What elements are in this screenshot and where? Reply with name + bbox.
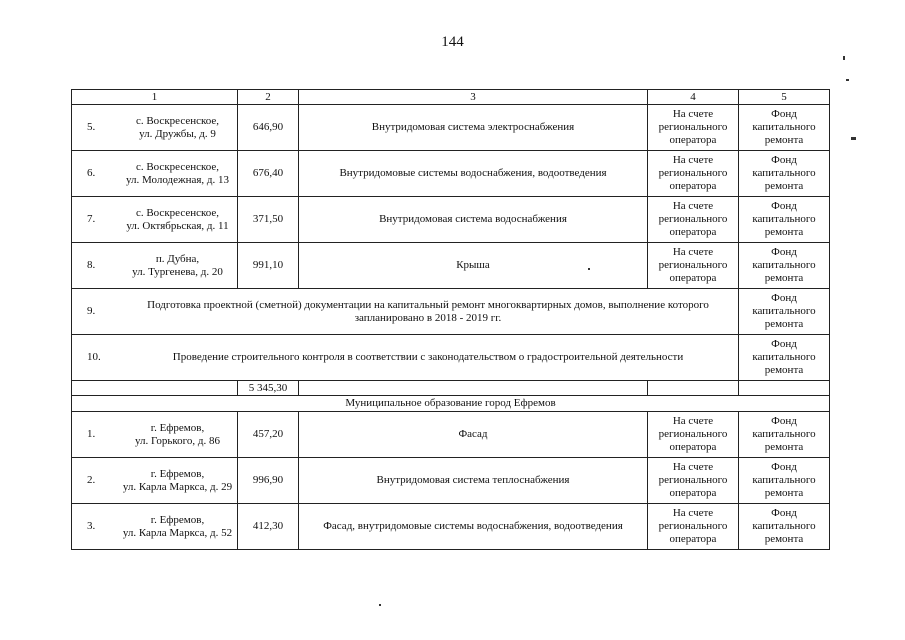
payer-line: На счете [672, 154, 714, 166]
payer-cell [648, 243, 739, 289]
address-cell [72, 243, 238, 289]
row-number: 3. [87, 520, 96, 532]
fund-line: капитального [752, 213, 816, 225]
fund-line: ремонта [764, 134, 804, 146]
empty-cell [739, 381, 830, 396]
payer-line: На счете [672, 108, 714, 120]
cost-cell: 371,50 [238, 197, 299, 243]
payer-line: На счете [672, 200, 714, 212]
row-number: 1. [87, 428, 96, 440]
payer-line: На счете [672, 246, 714, 258]
fund-line: ремонта [764, 487, 804, 499]
table-row [72, 458, 830, 504]
empty-cell [648, 381, 739, 396]
work-cell: Фасад, внутридомовые системы водоснабжения, водоотведения [299, 504, 648, 550]
fund-line: ремонта [764, 441, 804, 453]
section-title: Муниципальное образование город Ефремов [72, 396, 830, 412]
table-row [72, 335, 830, 381]
header-cell: 3 [299, 90, 648, 105]
fund-line: капитального [752, 305, 816, 317]
address-line: ул. Октябрьская, д. 11 [126, 219, 229, 232]
table-row [72, 504, 830, 550]
fund-line: Фонд [771, 415, 797, 427]
payer-cell [648, 197, 739, 243]
scan-speck [846, 79, 849, 81]
payer-line: оператора [669, 487, 717, 499]
row-number: 6. [87, 167, 96, 179]
address-cell [72, 412, 238, 458]
work-line: Подготовка проектной (сметной) документации на капитальный ремонт многоквартирных домов, выполнение которого [147, 298, 709, 311]
empty-cell [72, 381, 238, 396]
row-number: 8. [87, 259, 96, 271]
work-cell: Внутридомовая система электроснабжения [299, 105, 648, 151]
address-line: г. Ефремов, [150, 513, 205, 526]
payer-line: регионального [658, 121, 728, 133]
row-number: 2. [87, 474, 96, 486]
row-number: 7. [87, 213, 96, 225]
row-number: 10. [87, 351, 101, 363]
payer-line: регионального [658, 520, 728, 532]
fund-line: ремонта [764, 272, 804, 284]
payer-line: На счете [672, 415, 714, 427]
work-cell: Внутридомовая система водоснабжения [299, 197, 648, 243]
fund-cell [739, 289, 830, 335]
work-cell: Крыша [299, 243, 648, 289]
table-row [72, 197, 830, 243]
row-number: 9. [87, 305, 96, 317]
fund-line: ремонта [764, 180, 804, 192]
payer-line: На счете [672, 461, 714, 473]
address-cell [72, 504, 238, 550]
fund-cell [739, 504, 830, 550]
fund-line: капитального [752, 520, 816, 532]
fund-line: Фонд [771, 461, 797, 473]
address-cell [72, 458, 238, 504]
payer-line: регионального [658, 167, 728, 179]
fund-cell [739, 458, 830, 504]
scan-speck [588, 268, 590, 270]
table-row [72, 105, 830, 151]
table-row [72, 243, 830, 289]
payer-line: регионального [658, 428, 728, 440]
cost-cell: 412,30 [238, 504, 299, 550]
work-cell: Внутридомовая система теплоснабжения [299, 458, 648, 504]
fund-line: Фонд [771, 507, 797, 519]
capital-repair-table [71, 89, 830, 550]
address-line: с. Воскресенское, [135, 206, 220, 219]
fund-line: капитального [752, 428, 816, 440]
payer-line: оператора [669, 226, 717, 238]
address-line: ул. Карла Маркса, д. 52 [122, 526, 233, 539]
fund-cell [739, 151, 830, 197]
address-line: с. Воскресенское, [135, 160, 220, 173]
work-line: Проведение строительного контроля в соответствии с законодательством о градостроительной деятельности [172, 351, 684, 363]
scan-speck [379, 604, 381, 606]
address-line: г. Ефремов, [150, 421, 205, 434]
address-cell [72, 151, 238, 197]
fund-line: капитального [752, 259, 816, 271]
cost-cell: 646,90 [238, 105, 299, 151]
payer-cell [648, 412, 739, 458]
address-line: ул. Дружбы, д. 9 [139, 127, 216, 140]
fund-line: ремонта [764, 226, 804, 238]
fund-line: Фонд [771, 292, 797, 304]
fund-line: ремонта [764, 533, 804, 545]
fund-cell [739, 105, 830, 151]
header-cell: 1 [72, 90, 238, 105]
merged-work-cell [72, 335, 739, 381]
table-row [72, 412, 830, 458]
cost-cell: 676,40 [238, 151, 299, 197]
header-cell: 4 [648, 90, 739, 105]
address-line: ул. Горького, д. 86 [134, 434, 221, 447]
address-line: п. Дубна, [155, 252, 200, 265]
fund-line: капитального [752, 167, 816, 179]
empty-cell [299, 381, 648, 396]
cost-cell: 457,20 [238, 412, 299, 458]
row-number: 5. [87, 121, 96, 133]
merged-work-cell [72, 289, 739, 335]
payer-cell [648, 105, 739, 151]
payer-line: оператора [669, 180, 717, 192]
fund-line: капитального [752, 351, 816, 363]
payer-cell [648, 458, 739, 504]
fund-line: капитального [752, 121, 816, 133]
fund-line: Фонд [771, 200, 797, 212]
fund-line: Фонд [771, 108, 797, 120]
total-row [72, 381, 830, 396]
table-row [72, 289, 830, 335]
address-line: ул. Тургенева, д. 20 [132, 265, 223, 278]
payer-line: регионального [658, 474, 728, 486]
address-line: г. Ефремов, [150, 467, 205, 480]
fund-line: Фонд [771, 246, 797, 258]
address-line: с. Воскресенское, [135, 114, 220, 127]
payer-cell [648, 504, 739, 550]
payer-line: оператора [669, 441, 717, 453]
header-cell: 2 [238, 90, 299, 105]
scan-speck [851, 137, 856, 140]
payer-line: оператора [669, 533, 717, 545]
payer-line: регионального [658, 213, 728, 225]
cost-cell: 996,90 [238, 458, 299, 504]
table-row [72, 151, 830, 197]
address-line: ул. Молодежная, д. 13 [125, 173, 230, 186]
work-cell: Внутридомовые системы водоснабжения, водоотведения [299, 151, 648, 197]
header-cell: 5 [739, 90, 830, 105]
payer-line: регионального [658, 259, 728, 271]
fund-cell [739, 412, 830, 458]
fund-cell [739, 243, 830, 289]
fund-line: ремонта [764, 364, 804, 376]
fund-line: Фонд [771, 338, 797, 350]
fund-line: ремонта [764, 318, 804, 330]
address-cell [72, 105, 238, 151]
scan-speck [843, 56, 845, 60]
section-row [72, 396, 830, 412]
address-line: ул. Карла Маркса, д. 29 [122, 480, 233, 493]
fund-line: Фонд [771, 154, 797, 166]
fund-cell [739, 197, 830, 243]
cost-cell: 991,10 [238, 243, 299, 289]
header-row [72, 90, 830, 105]
payer-line: На счете [672, 507, 714, 519]
payer-line: оператора [669, 134, 717, 146]
fund-cell [739, 335, 830, 381]
address-cell [72, 197, 238, 243]
work-cell: Фасад [299, 412, 648, 458]
payer-cell [648, 151, 739, 197]
work-line: запланировано в 2018 - 2019 гг. [354, 311, 502, 324]
total-cost-cell: 5 345,30 [238, 381, 299, 396]
fund-line: капитального [752, 474, 816, 486]
page-number: 144 [441, 34, 464, 50]
payer-line: оператора [669, 272, 717, 284]
